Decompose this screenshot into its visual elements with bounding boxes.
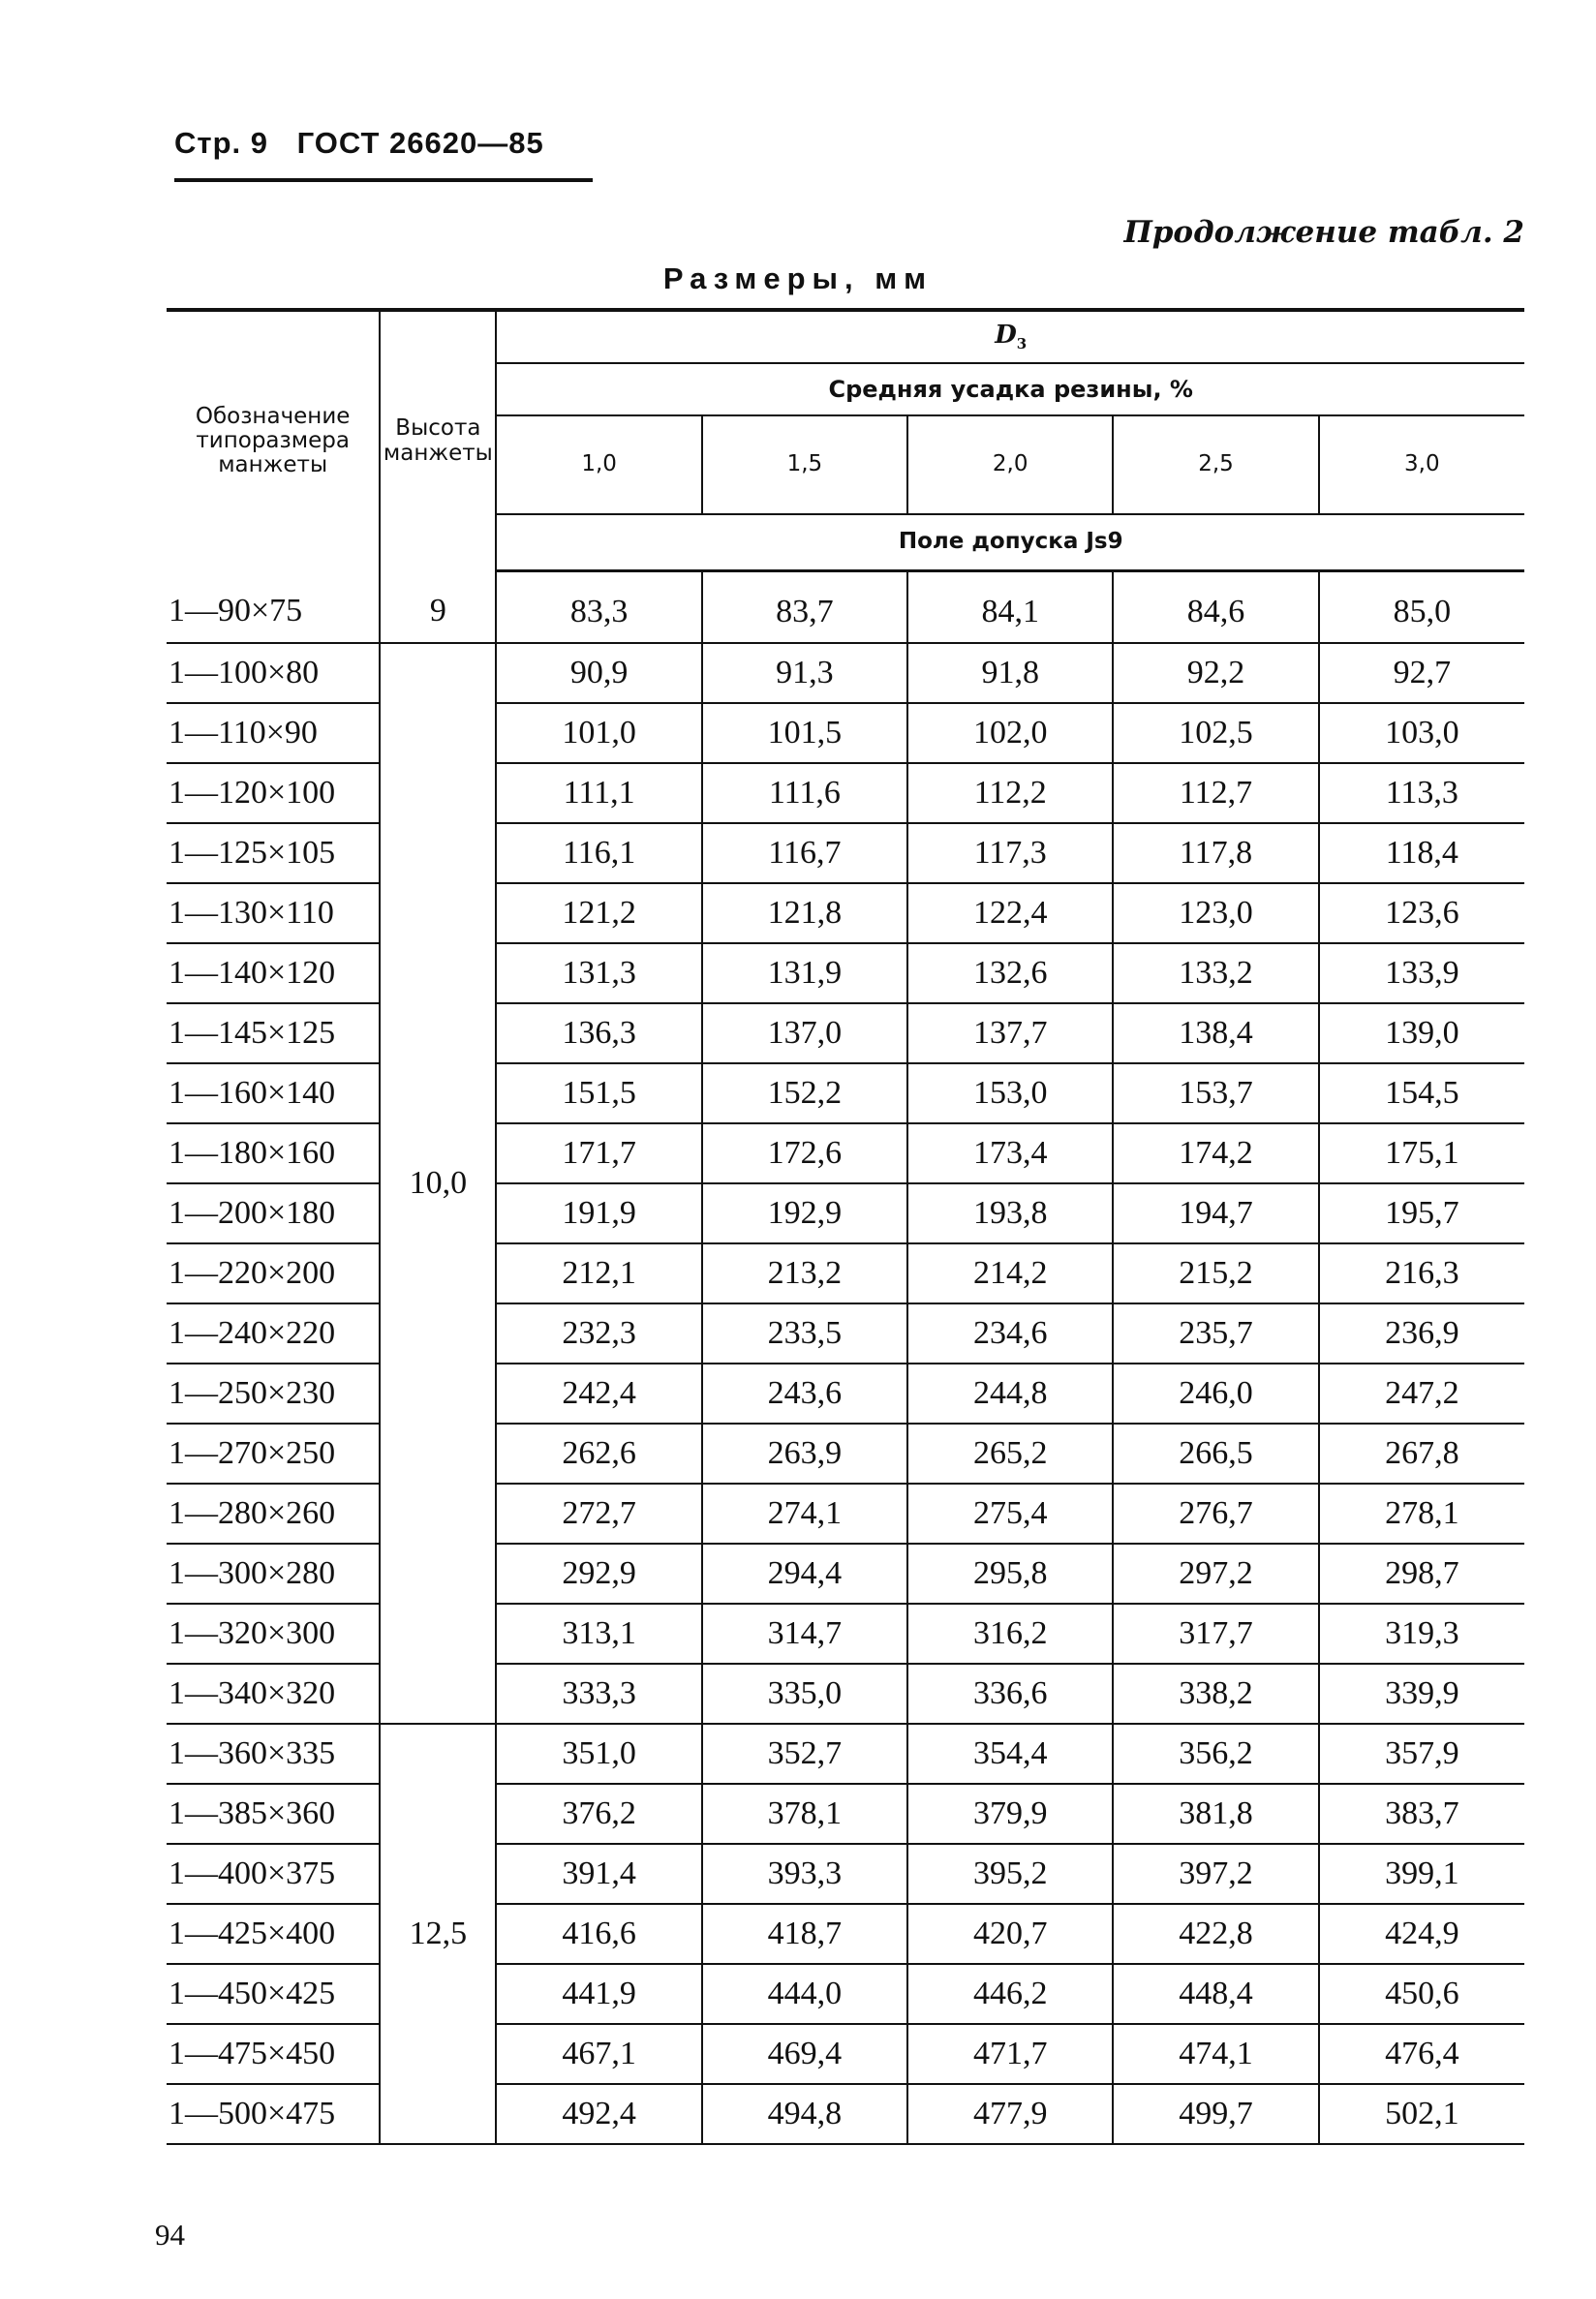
table-row xyxy=(167,1183,1524,1243)
page-header xyxy=(174,126,564,161)
designation-cell: 1—100×80 xyxy=(167,643,380,703)
diameter-cell: 416,6 xyxy=(496,1904,701,1964)
designation-cell: 1—145×125 xyxy=(167,1003,380,1063)
diameter-cell: 111,6 xyxy=(702,763,907,823)
diameter-cell: 171,7 xyxy=(496,1123,701,1183)
diameter-cell: 397,2 xyxy=(1113,1844,1318,1904)
shrinkage-value-3: 2,0 xyxy=(907,415,1113,514)
table-row xyxy=(167,1904,1524,1964)
table-row xyxy=(167,1724,1524,1784)
diameter-cell: 450,6 xyxy=(1319,1964,1524,2024)
diameter-cell: 117,8 xyxy=(1113,823,1318,883)
page-number: 94 xyxy=(155,2218,185,2252)
dimensions-note: Размеры, мм xyxy=(662,261,934,295)
diameter-cell: 243,6 xyxy=(702,1364,907,1424)
designation-cell: 1—140×120 xyxy=(167,943,380,1003)
diameter-cell: 133,2 xyxy=(1113,943,1318,1003)
table-row xyxy=(167,1123,1524,1183)
designation-cell: 1—425×400 xyxy=(167,1904,380,1964)
diameter-cell: 138,4 xyxy=(1113,1003,1318,1063)
diameter-cell: 84,6 xyxy=(1113,571,1318,644)
diameter-cell: 193,8 xyxy=(907,1183,1113,1243)
diameter-cell: 153,7 xyxy=(1113,1063,1318,1123)
designation-cell: 1—180×160 xyxy=(167,1123,380,1183)
designation-cell: 1—220×200 xyxy=(167,1243,380,1303)
table-row xyxy=(167,1484,1524,1544)
designation-cell: 1—300×280 xyxy=(167,1544,380,1604)
table-row xyxy=(167,1964,1524,2024)
diameter-cell: 441,9 xyxy=(496,1964,701,2024)
diameter-cell: 121,8 xyxy=(702,883,907,943)
diameter-cell: 494,8 xyxy=(702,2084,907,2144)
diameter-cell: 236,9 xyxy=(1319,1303,1524,1364)
diameter-cell: 267,8 xyxy=(1319,1424,1524,1484)
table-row xyxy=(167,883,1524,943)
diameter-cell: 354,4 xyxy=(907,1724,1113,1784)
diameter-cell: 112,7 xyxy=(1113,763,1318,823)
table-row xyxy=(167,1544,1524,1604)
diameter-cell: 378,1 xyxy=(702,1784,907,1844)
diameter-cell: 213,2 xyxy=(702,1243,907,1303)
diameter-cell: 314,7 xyxy=(702,1604,907,1664)
designation-cell: 1—250×230 xyxy=(167,1364,380,1424)
diameter-cell: 418,7 xyxy=(702,1904,907,1964)
diameter-cell: 317,7 xyxy=(1113,1604,1318,1664)
diameter-cell: 294,4 xyxy=(702,1544,907,1604)
diameter-cell: 352,7 xyxy=(702,1724,907,1784)
table-row xyxy=(167,2084,1524,2144)
diameter-cell: 111,1 xyxy=(496,763,701,823)
tolerance-field: Поле допуска Js9 xyxy=(496,514,1524,571)
height-cell: 10,0 xyxy=(380,643,496,1724)
diameter-cell: 233,5 xyxy=(702,1303,907,1364)
table-row xyxy=(167,1664,1524,1724)
diameter-cell: 246,0 xyxy=(1113,1364,1318,1424)
diameter-cell: 448,4 xyxy=(1113,1964,1318,2024)
diameter-cell: 118,4 xyxy=(1319,823,1524,883)
diameter-cell: 477,9 xyxy=(907,2084,1113,2144)
diameter-cell: 338,2 xyxy=(1113,1664,1318,1724)
diameter-cell: 122,4 xyxy=(907,883,1113,943)
table-row xyxy=(167,1844,1524,1904)
column-header-shrinkage: Средняя усадка резины, % xyxy=(496,363,1524,415)
shrinkage-value-2: 1,5 xyxy=(702,415,907,514)
diameter-cell: 399,1 xyxy=(1319,1844,1524,1904)
designation-cell: 1—475×450 xyxy=(167,2024,380,2084)
designation-cell: 1—320×300 xyxy=(167,1604,380,1664)
diameter-cell: 132,6 xyxy=(907,943,1113,1003)
designation-cell: 1—500×475 xyxy=(167,2084,380,2144)
designation-cell: 1—240×220 xyxy=(167,1303,380,1364)
diameter-cell: 174,2 xyxy=(1113,1123,1318,1183)
diameter-subscript: 3 xyxy=(1016,335,1028,353)
diameter-cell: 137,7 xyxy=(907,1003,1113,1063)
diameter-cell: 247,2 xyxy=(1319,1364,1524,1424)
diameter-cell: 471,7 xyxy=(907,2024,1113,2084)
diameter-cell: 420,7 xyxy=(907,1904,1113,1964)
diameter-cell: 154,5 xyxy=(1319,1063,1524,1123)
diameter-cell: 102,0 xyxy=(907,703,1113,763)
dimensions-table xyxy=(167,308,1524,2145)
designation-cell: 1—385×360 xyxy=(167,1784,380,1844)
column-header-designation: Обозначение типоразмера манжеты xyxy=(167,310,380,571)
table-continuation-label: Продолжение табл. 2 xyxy=(1123,215,1524,250)
diameter-cell: 112,2 xyxy=(907,763,1113,823)
diameter-cell: 195,7 xyxy=(1319,1183,1524,1243)
diameter-cell: 297,2 xyxy=(1113,1544,1318,1604)
diameter-cell: 391,4 xyxy=(496,1844,701,1904)
diameter-cell: 212,1 xyxy=(496,1243,701,1303)
diameter-cell: 234,6 xyxy=(907,1303,1113,1364)
designation-cell: 1—200×180 xyxy=(167,1183,380,1243)
diameter-cell: 139,0 xyxy=(1319,1003,1524,1063)
diameter-cell: 499,7 xyxy=(1113,2084,1318,2144)
height-cell: 12,5 xyxy=(380,1724,496,2144)
designation-cell: 1—400×375 xyxy=(167,1844,380,1904)
designation-cell: 1—450×425 xyxy=(167,1964,380,2024)
diameter-cell: 275,4 xyxy=(907,1484,1113,1544)
diameter-cell: 278,1 xyxy=(1319,1484,1524,1544)
diameter-cell: 232,3 xyxy=(496,1303,701,1364)
diameter-cell: 123,0 xyxy=(1113,883,1318,943)
diameter-cell: 151,5 xyxy=(496,1063,701,1123)
diameter-cell: 376,2 xyxy=(496,1784,701,1844)
designation-cell: 1—130×110 xyxy=(167,883,380,943)
diameter-symbol: D xyxy=(995,321,1017,351)
diameter-cell: 91,8 xyxy=(907,643,1113,703)
table-row xyxy=(167,1604,1524,1664)
designation-cell: 1—125×105 xyxy=(167,823,380,883)
diameter-cell: 172,6 xyxy=(702,1123,907,1183)
diameter-cell: 292,9 xyxy=(496,1544,701,1604)
diameter-cell: 152,2 xyxy=(702,1063,907,1123)
table-row xyxy=(167,943,1524,1003)
diameter-cell: 395,2 xyxy=(907,1844,1113,1904)
diameter-cell: 131,3 xyxy=(496,943,701,1003)
designation-cell: 1—340×320 xyxy=(167,1664,380,1724)
diameter-cell: 85,0 xyxy=(1319,571,1524,644)
designation-cell: 1—280×260 xyxy=(167,1484,380,1544)
diameter-cell: 83,7 xyxy=(702,571,907,644)
diameter-cell: 333,3 xyxy=(496,1664,701,1724)
diameter-cell: 469,4 xyxy=(702,2024,907,2084)
designation-cell: 1—270×250 xyxy=(167,1424,380,1484)
designation-cell: 1—90×75 xyxy=(167,571,380,644)
height-cell: 9 xyxy=(380,571,496,644)
diameter-cell: 103,0 xyxy=(1319,703,1524,763)
diameter-cell: 274,1 xyxy=(702,1484,907,1544)
diameter-cell: 265,2 xyxy=(907,1424,1113,1484)
diameter-cell: 393,3 xyxy=(702,1844,907,1904)
diameter-cell: 266,5 xyxy=(1113,1424,1318,1484)
diameter-cell: 116,7 xyxy=(702,823,907,883)
standard-code: ГОСТ 26620—85 xyxy=(296,126,544,160)
table-row xyxy=(167,571,1524,644)
header-rule xyxy=(174,178,593,182)
table-row xyxy=(167,1003,1524,1063)
designation-cell: 1—120×100 xyxy=(167,763,380,823)
diameter-cell: 101,5 xyxy=(702,703,907,763)
diameter-cell: 123,6 xyxy=(1319,883,1524,943)
diameter-cell: 137,0 xyxy=(702,1003,907,1063)
diameter-cell: 444,0 xyxy=(702,1964,907,2024)
table-row xyxy=(167,1364,1524,1424)
diameter-cell: 153,0 xyxy=(907,1063,1113,1123)
designation-cell: 1—360×335 xyxy=(167,1724,380,1784)
diameter-cell: 276,7 xyxy=(1113,1484,1318,1544)
diameter-cell: 316,2 xyxy=(907,1604,1113,1664)
diameter-cell: 116,1 xyxy=(496,823,701,883)
diameter-cell: 446,2 xyxy=(907,1964,1113,2024)
diameter-cell: 194,7 xyxy=(1113,1183,1318,1243)
diameter-cell: 117,3 xyxy=(907,823,1113,883)
diameter-cell: 492,4 xyxy=(496,2084,701,2144)
diameter-cell: 175,1 xyxy=(1319,1123,1524,1183)
diameter-cell: 319,3 xyxy=(1319,1604,1524,1664)
diameter-cell: 263,9 xyxy=(702,1424,907,1484)
table-row xyxy=(167,1243,1524,1303)
diameter-cell: 422,8 xyxy=(1113,1904,1318,1964)
diameter-cell: 379,9 xyxy=(907,1784,1113,1844)
table-row xyxy=(167,1784,1524,1844)
table-row xyxy=(167,703,1524,763)
table-row xyxy=(167,1063,1524,1123)
diameter-cell: 262,6 xyxy=(496,1424,701,1484)
diameter-cell: 298,7 xyxy=(1319,1544,1524,1604)
diameter-cell: 121,2 xyxy=(496,883,701,943)
diameter-cell: 424,9 xyxy=(1319,1904,1524,1964)
diameter-cell: 83,3 xyxy=(496,571,701,644)
diameter-cell: 502,1 xyxy=(1319,2084,1524,2144)
column-header-diameter xyxy=(496,310,1524,363)
shrinkage-value-4: 2,5 xyxy=(1113,415,1318,514)
table-row xyxy=(167,1303,1524,1364)
diameter-cell: 356,2 xyxy=(1113,1724,1318,1784)
diameter-cell: 295,8 xyxy=(907,1544,1113,1604)
diameter-cell: 336,6 xyxy=(907,1664,1113,1724)
diameter-cell: 92,7 xyxy=(1319,643,1524,703)
diameter-cell: 84,1 xyxy=(907,571,1113,644)
diameter-cell: 101,0 xyxy=(496,703,701,763)
diameter-cell: 191,9 xyxy=(496,1183,701,1243)
shrinkage-value-5: 3,0 xyxy=(1319,415,1524,514)
diameter-cell: 102,5 xyxy=(1113,703,1318,763)
diameter-cell: 381,8 xyxy=(1113,1784,1318,1844)
diameter-cell: 476,4 xyxy=(1319,2024,1524,2084)
diameter-cell: 192,9 xyxy=(702,1183,907,1243)
diameter-cell: 339,9 xyxy=(1319,1664,1524,1724)
diameter-cell: 383,7 xyxy=(1319,1784,1524,1844)
diameter-cell: 357,9 xyxy=(1319,1724,1524,1784)
table-row xyxy=(167,2024,1524,2084)
diameter-cell: 216,3 xyxy=(1319,1243,1524,1303)
diameter-cell: 235,7 xyxy=(1113,1303,1318,1364)
diameter-cell: 313,1 xyxy=(496,1604,701,1664)
diameter-cell: 90,9 xyxy=(496,643,701,703)
designation-cell: 1—110×90 xyxy=(167,703,380,763)
diameter-cell: 91,3 xyxy=(702,643,907,703)
page-label: Стр. 9 xyxy=(174,126,268,160)
diameter-cell: 173,4 xyxy=(907,1123,1113,1183)
diameter-cell: 136,3 xyxy=(496,1003,701,1063)
diameter-cell: 215,2 xyxy=(1113,1243,1318,1303)
diameter-cell: 335,0 xyxy=(702,1664,907,1724)
column-header-height: Высота манжеты xyxy=(380,310,496,571)
diameter-cell: 351,0 xyxy=(496,1724,701,1784)
table-row xyxy=(167,643,1524,703)
diameter-cell: 113,3 xyxy=(1319,763,1524,823)
shrinkage-value-1: 1,0 xyxy=(496,415,701,514)
diameter-cell: 92,2 xyxy=(1113,643,1318,703)
designation-cell: 1—160×140 xyxy=(167,1063,380,1123)
diameter-cell: 242,4 xyxy=(496,1364,701,1424)
diameter-cell: 467,1 xyxy=(496,2024,701,2084)
diameter-cell: 474,1 xyxy=(1113,2024,1318,2084)
diameter-cell: 131,9 xyxy=(702,943,907,1003)
table-row xyxy=(167,823,1524,883)
diameter-cell: 133,9 xyxy=(1319,943,1524,1003)
table-body xyxy=(167,571,1524,2145)
diameter-cell: 272,7 xyxy=(496,1484,701,1544)
diameter-cell: 214,2 xyxy=(907,1243,1113,1303)
table-row xyxy=(167,1424,1524,1484)
table-row xyxy=(167,763,1524,823)
diameter-cell: 244,8 xyxy=(907,1364,1113,1424)
